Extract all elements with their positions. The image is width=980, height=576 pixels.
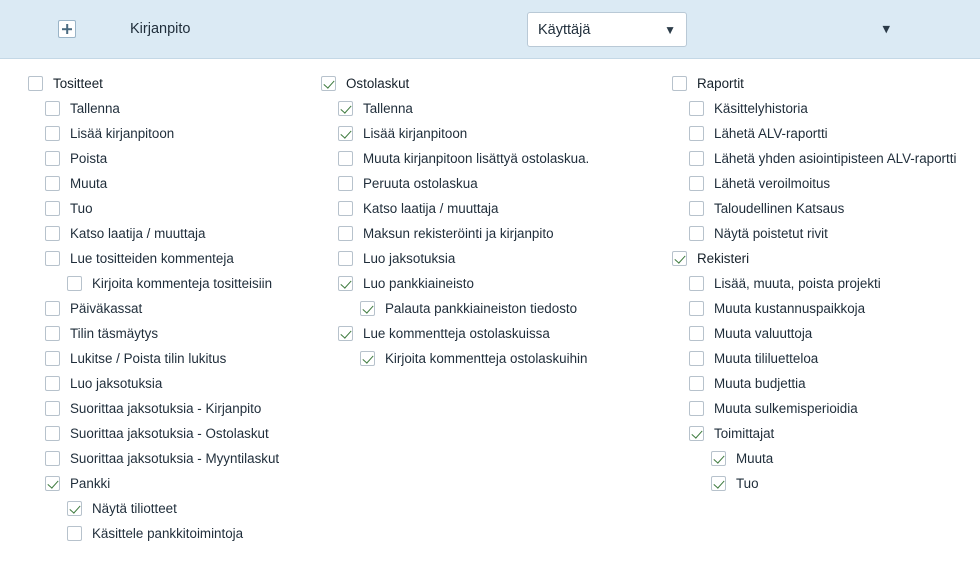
permission-row[interactable] — [28, 121, 308, 146]
permission-checkbox[interactable] — [45, 251, 60, 266]
permission-checkbox[interactable] — [689, 276, 704, 291]
permission-checkbox[interactable] — [321, 76, 336, 91]
permission-label: Luo jaksotuksia — [70, 375, 163, 391]
permission-checkbox[interactable] — [689, 326, 704, 341]
permission-label: Palauta pankkiaineiston tiedosto — [385, 300, 578, 316]
permission-row[interactable] — [28, 171, 308, 196]
permission-row[interactable] — [321, 246, 636, 271]
permission-checkbox[interactable] — [338, 151, 353, 166]
permission-row[interactable] — [28, 221, 308, 246]
permission-row[interactable] — [321, 146, 636, 171]
permission-row[interactable] — [672, 196, 966, 221]
permission-row[interactable] — [28, 296, 308, 321]
chevron-down-icon[interactable]: ▾ — [882, 20, 890, 38]
permission-row[interactable] — [672, 71, 966, 96]
permission-checkbox[interactable] — [45, 401, 60, 416]
permission-checkbox[interactable] — [360, 301, 375, 316]
permission-row[interactable] — [28, 396, 308, 421]
permission-label: Muuta — [736, 450, 774, 466]
permission-row[interactable] — [672, 246, 966, 271]
permission-checkbox[interactable] — [711, 451, 726, 466]
column-tositteet — [0, 71, 308, 546]
permission-label: Rekisteri — [697, 250, 750, 266]
permission-label: Lukitse / Poista tilin lukitus — [70, 350, 227, 366]
permission-label: Suorittaa jaksotuksia - Kirjanpito — [70, 400, 262, 416]
permission-checkbox[interactable] — [689, 151, 704, 166]
permission-row[interactable] — [28, 146, 308, 171]
module-header — [0, 0, 980, 59]
permission-label: Pankki — [70, 475, 111, 491]
permission-label: Lähetä veroilmoitus — [714, 175, 831, 191]
page-title: Kirjanpito — [130, 21, 191, 37]
permission-checkbox[interactable] — [338, 276, 353, 291]
permission-checkbox[interactable] — [338, 201, 353, 216]
permission-checkbox[interactable] — [360, 351, 375, 366]
permission-checkbox[interactable] — [45, 301, 60, 316]
permission-checkbox[interactable] — [711, 476, 726, 491]
column-ostolaskut — [308, 71, 636, 546]
permission-row[interactable] — [672, 121, 966, 146]
permission-label: Muuta kustannuspaikkoja — [714, 300, 866, 316]
permission-row[interactable] — [28, 421, 308, 446]
permission-label: Luo jaksotuksia — [363, 250, 456, 266]
permission-checkbox[interactable] — [338, 101, 353, 116]
permission-label: Raportit — [697, 75, 744, 91]
permission-label: Tallenna — [363, 100, 413, 116]
permission-label: Käsittele pankkitoimintoja — [92, 525, 244, 541]
permission-label: Näytä tiliotteet — [92, 500, 177, 516]
permission-label: Tallenna — [70, 100, 120, 116]
permission-label: Lähetä yhden asiointipisteen ALV-raportti — [714, 150, 957, 166]
permission-checkbox[interactable] — [45, 201, 60, 216]
permission-checkbox[interactable] — [45, 126, 60, 141]
permission-row[interactable] — [28, 521, 308, 546]
permission-checkbox[interactable] — [45, 376, 60, 391]
permission-label: Tuo — [70, 200, 93, 216]
permission-row[interactable] — [672, 271, 966, 296]
permission-label: Päiväkassat — [70, 300, 143, 316]
permission-label: Lisää, muuta, poista projekti — [714, 275, 881, 291]
permission-checkbox[interactable] — [45, 451, 60, 466]
permission-label: Lähetä ALV-raportti — [714, 125, 828, 141]
permission-checkbox[interactable] — [672, 76, 687, 91]
permission-checkbox[interactable] — [689, 201, 704, 216]
permission-label: Muuta sulkemisperioidia — [714, 400, 858, 416]
permission-label: Muuta valuuttoja — [714, 325, 813, 341]
permission-label: Muuta budjettia — [714, 375, 806, 391]
permission-label: Käsittelyhistoria — [714, 100, 808, 116]
permission-label: Kirjoita kommentteja ostolaskuihin — [385, 350, 588, 366]
permission-checkbox[interactable] — [689, 301, 704, 316]
permission-row[interactable] — [672, 346, 966, 371]
permission-checkbox[interactable] — [338, 176, 353, 191]
permission-checkbox[interactable] — [689, 376, 704, 391]
permission-row[interactable] — [28, 471, 308, 496]
permission-checkbox[interactable] — [45, 176, 60, 191]
caret-down-icon: ▼ — [664, 22, 676, 37]
permission-label: Poista — [70, 150, 108, 166]
permission-checkbox[interactable] — [672, 251, 687, 266]
permission-row[interactable] — [28, 446, 308, 471]
permission-checkbox[interactable] — [28, 76, 43, 91]
permission-label: Muuta kirjanpitoon lisättyä ostolaskua. — [363, 150, 590, 166]
permission-row[interactable] — [672, 221, 966, 246]
permission-checkbox[interactable] — [689, 126, 704, 141]
permission-row[interactable] — [672, 446, 966, 471]
permission-checkbox[interactable] — [45, 226, 60, 241]
permission-checkbox[interactable] — [338, 326, 353, 341]
permission-label: Katso laatija / muuttaja — [363, 200, 499, 216]
permission-row[interactable] — [321, 346, 636, 371]
permission-label: Luo pankkiaineisto — [363, 275, 474, 291]
permission-row[interactable] — [321, 196, 636, 221]
permission-label: Kirjoita kommenteja tositteisiin — [92, 275, 273, 291]
permission-row[interactable] — [321, 321, 636, 346]
permission-row[interactable] — [321, 71, 636, 96]
permission-checkbox[interactable] — [67, 526, 82, 541]
permission-label: Muuta — [70, 175, 108, 191]
permission-checkbox[interactable] — [689, 426, 704, 441]
permission-label: Lue tositteiden kommenteja — [70, 250, 234, 266]
permission-checkbox[interactable] — [45, 326, 60, 341]
column-raportit-rekisteri — [636, 71, 966, 546]
plus-box-icon[interactable] — [58, 20, 76, 38]
permission-row[interactable] — [672, 421, 966, 446]
permission-row[interactable] — [672, 396, 966, 421]
role-select-value: Käyttäjä — [538, 21, 591, 38]
permission-checkbox[interactable] — [689, 226, 704, 241]
permission-row[interactable] — [321, 121, 636, 146]
permission-row[interactable] — [672, 371, 966, 396]
permission-label: Maksun rekisteröinti ja kirjanpito — [363, 225, 554, 241]
permission-row[interactable] — [672, 171, 966, 196]
permission-label: Tositteet — [53, 75, 103, 91]
permission-row[interactable] — [672, 96, 966, 121]
permission-row[interactable] — [28, 196, 308, 221]
permission-row[interactable] — [28, 496, 308, 521]
permission-label: Suorittaa jaksotuksia - Ostolaskut — [70, 425, 269, 441]
permission-label: Muuta tililuetteloa — [714, 350, 819, 366]
permission-row[interactable] — [321, 271, 636, 296]
role-select[interactable] — [527, 12, 687, 47]
permission-checkbox[interactable] — [45, 151, 60, 166]
permission-row[interactable] — [321, 171, 636, 196]
permission-label: Tuo — [736, 475, 759, 491]
permission-label: Lisää kirjanpitoon — [70, 125, 175, 141]
permission-checkbox[interactable] — [689, 176, 704, 191]
permission-checkbox[interactable] — [689, 351, 704, 366]
permission-row[interactable] — [28, 346, 308, 371]
permission-checkbox[interactable] — [689, 401, 704, 416]
permission-label: Toimittajat — [714, 425, 775, 441]
permission-checkbox[interactable] — [338, 226, 353, 241]
permission-row[interactable] — [28, 246, 308, 271]
permission-label: Tilin täsmäytys — [70, 325, 159, 341]
permission-row[interactable] — [672, 471, 966, 496]
permission-checkbox[interactable] — [45, 351, 60, 366]
permission-row[interactable] — [28, 71, 308, 96]
permission-checkbox[interactable] — [45, 476, 60, 491]
permission-row[interactable] — [672, 321, 966, 346]
permission-row[interactable] — [28, 321, 308, 346]
permission-label: Lisää kirjanpitoon — [363, 125, 468, 141]
permission-label: Taloudellinen Katsaus — [714, 200, 845, 216]
permission-checkbox[interactable] — [67, 276, 82, 291]
permission-row[interactable] — [321, 296, 636, 321]
permission-checkbox[interactable] — [45, 101, 60, 116]
permission-row[interactable] — [28, 96, 308, 121]
permission-row[interactable] — [28, 271, 308, 296]
permission-checkbox[interactable] — [338, 126, 353, 141]
permission-row[interactable] — [321, 221, 636, 246]
permission-label: Näytä poistetut rivit — [714, 225, 828, 241]
permission-checkbox[interactable] — [67, 501, 82, 516]
permission-label: Katso laatija / muuttaja — [70, 225, 206, 241]
permission-row[interactable] — [321, 96, 636, 121]
permission-label: Suorittaa jaksotuksia - Myyntilaskut — [70, 450, 280, 466]
permission-checkbox[interactable] — [45, 426, 60, 441]
permission-row[interactable] — [672, 296, 966, 321]
permission-row[interactable] — [672, 146, 966, 171]
permission-checkbox[interactable] — [338, 251, 353, 266]
permission-row[interactable] — [28, 371, 308, 396]
permission-checkbox[interactable] — [689, 101, 704, 116]
permission-label: Lue kommentteja ostolaskuissa — [363, 325, 550, 341]
permission-label: Peruuta ostolaskua — [363, 175, 478, 191]
permission-label: Ostolaskut — [346, 75, 410, 91]
permission-columns — [0, 59, 980, 546]
